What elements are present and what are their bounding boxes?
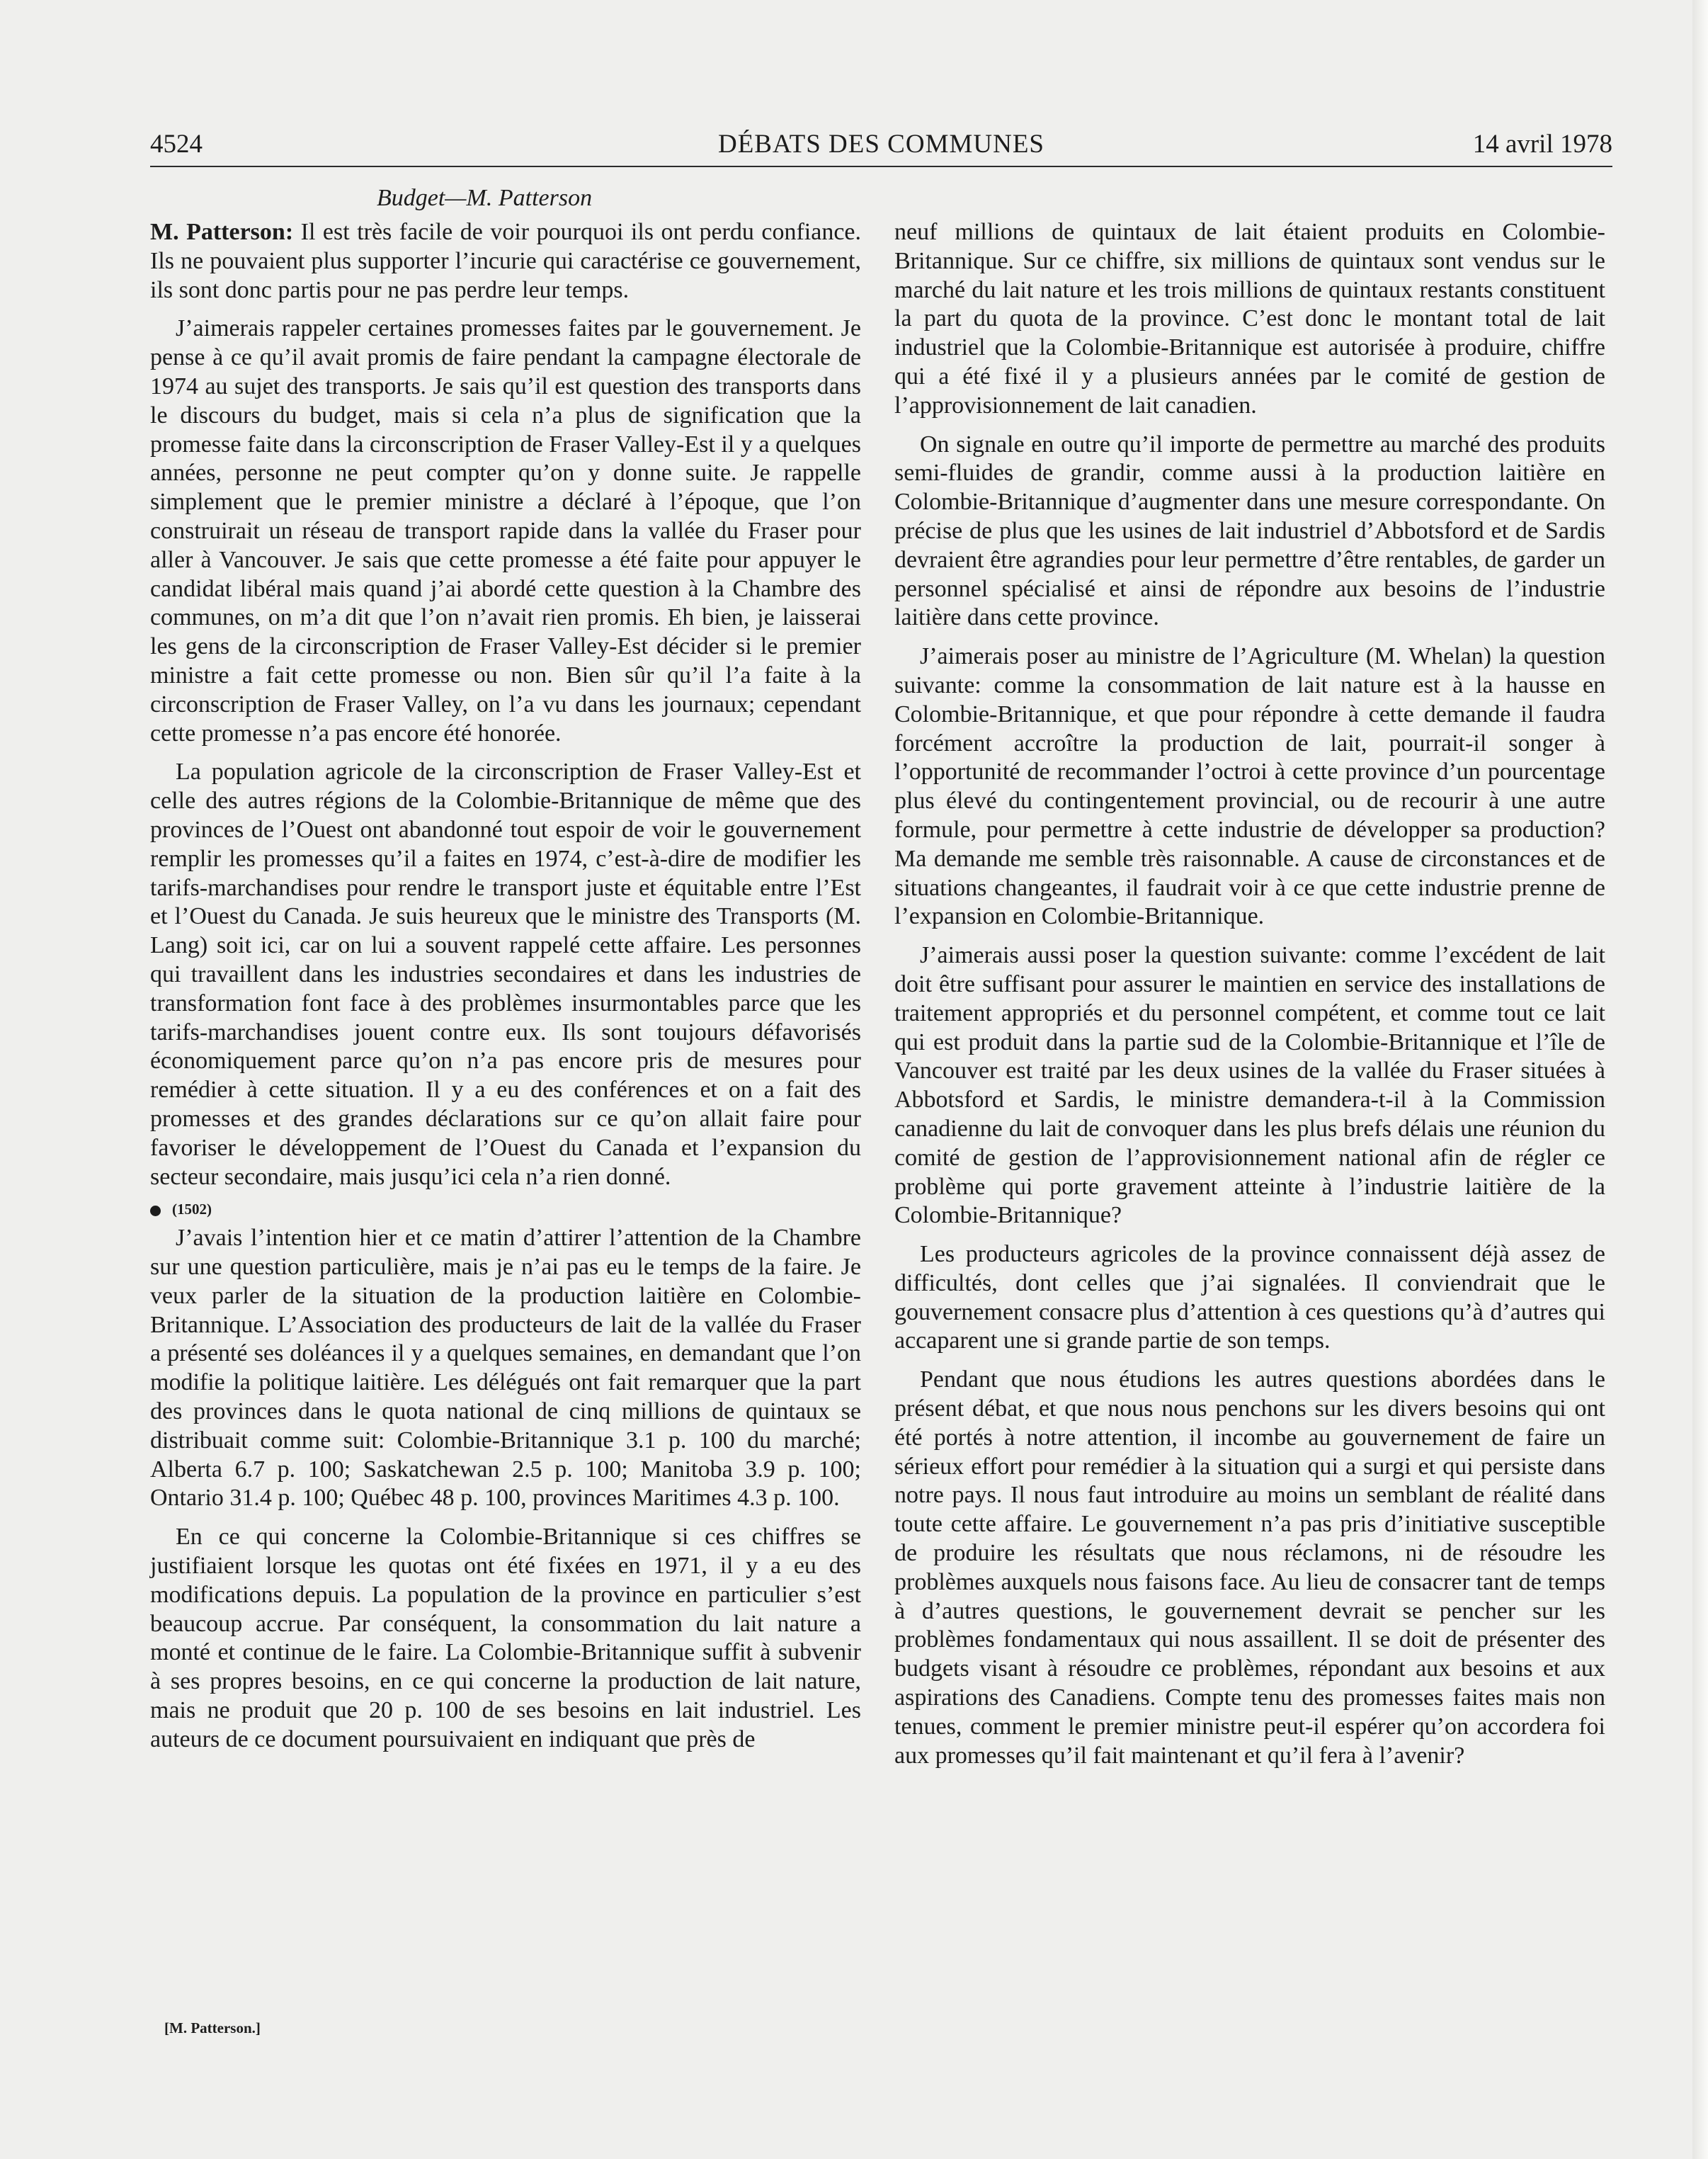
paragraph: J’avais l’intention hier et ce matin d’attirer l’attention de la Chambre sur une question particulière, mais je n’ai pas eu le temps de la faire. Je veux parler de la situation de la production laitière en Colombie-Britannique. L’Association des producteurs de lait de la vallée du Fraser a présenté ses doléances il y a quelques semaines, en demandant que l’on modifie la politique laitière. Les délégués ont fait remarquer que la part des provinces dans le quota national de cinq millions de quintaux se distribuait comme suit: Colombie-Britannique 3.1 p. 100 du marché; Alberta 6.7 p. 100; Saskatchewan 2.5 p. 100; Manitoba 3.9 p. 100; Ontario 31.4 p. 100; Québec 48 p. 100, provinces Maritimes 4.3 p. 100. <box>150 1225 861 1512</box>
paragraph: J’aimerais aussi poser la question suivante: comme l’excédent de lait doit être suffisant pour assurer le maintien en service des installations de traitement appropriés et du personnel compétent, et comme tout ce lait qui est produit dans la partie sud de la Colombie-Britannique et l’île de Vancouver est traité par les deux usines de la vallée du Fraser situées à Abbotsford et Sardis, le ministre demandera-t-il à la Commission canadienne du lait de convoquer dans les plus brefs délais une réunion du comité de gestion de l’approvisionnement national afin de régler ce problème qui porte gravement atteinte à l’industrie laitière de la Colombie-Britannique? <box>894 942 1605 1229</box>
right-column <box>894 218 1605 1770</box>
running-head: Budget—M. Patterson <box>377 185 593 211</box>
header-rule <box>150 166 1612 167</box>
left-column <box>150 218 861 1755</box>
paragraph-text: Il est très facile de voir pourquoi ils ont perdu confiance. Ils ne pouvaient plus supporter l’incurie qui caractérise ce gouvernement, ils sont donc partis pour ne pas perdre leur temps. <box>150 219 862 303</box>
paragraph <box>150 218 861 305</box>
paragraph: La population agricole de la circonscription de Fraser Valley-Est et celle des autres régions de la Colombie-Britannique de même que des provinces de l’Ouest ont abandonné tout espoir de voir le gouvernement remplir les promesses qu’il a faites en 1974, c’est-à-dire de modifier les tarifs-marchandises pour rendre le transport juste et équitable entre l’Est et l’Ouest du Canada. Je suis heureux que le ministre des Transports (M. Lang) soit ici, car on lui a souvent rappelé cette affaire. Les personnes qui travaillent dans les industries secondaires et dans les industries de transformation font face à des problèmes insurmontables parce que les tarifs-marchandises jouent contre eux. Ils sont toujours défavorisés économiquement parce qu’on n’a pas encore pris de mesures pour remédier à cette situation. Il y a eu des conférences et on a fait des promesses et des grandes déclarations sur ce qu’on allait faire pour favoriser le développement de l’Ouest du Canada et l’expansion du secteur secondaire, mais jusqu’ici cela n’a rien donné. <box>150 759 861 1190</box>
paragraph: neuf millions de quintaux de lait étaient produits en Colombie-Britannique. Sur ce chiffre, six millions de quintaux sont vendus sur le marché du lait nature et les trois millions de quintaux restants constituent la part du quota de la province. C’est donc le montant total de lait industriel que la Colombie-Britannique est autorisée à produire, chiffre qui a été fixé il y a plusieurs années par le comité de gestion de l’approvisionnement de lait canadien. <box>894 219 1605 419</box>
page-header <box>150 128 1612 163</box>
bullet-icon <box>150 1206 161 1216</box>
page-number: 4524 <box>150 130 203 159</box>
page-date: 14 avril 1978 <box>1472 130 1612 159</box>
time-marker <box>150 1198 861 1220</box>
paragraph: Pendant que nous étudions les autres questions abordées dans le présent débat, et que nous nous penchons sur les divers besoins qui ont été portés à notre attention, il incombe au gouvernement de faire un sérieux effort pour remédier à la situation qui a surgi et qui persiste dans notre pays. Il nous faut introduire au moins un semblant de réalité dans toute cette affaire. Le gouvernement n’a pas pris d’initiative susceptible de produire les résultats que nous réclamons, ni de résoudre les problèmes auxquels nous faisons face. Au lieu de consacrer tant de temps à d’autres questions, le gouvernement devrait se pencher sur les problèmes fondamentaux qui nous assaillent. Il se doit de présenter des budgets visant à résoudre ce problèmes, répondant aux besoins et aux aspirations des Canadiens. Compte tenu des promesses faites mais non tenues, comment le premier ministre peut-il espérer qu’on accordera foi aux promesses qu’il fait maintenant et qu’il fera à l’avenir? <box>894 1366 1605 1769</box>
paragraph: On signale en outre qu’il importe de permettre au marché des produits semi-fluides de grandir, comme aussi à la production laitière en Colombie-Britannique d’augmenter dans une mesure correspondante. On précise de plus que les usines de lait industriel d’Abbotsford et de Sardis devraient être agrandies pour leur permettre d’être rentables, de garder un personnel spécialisé et ainsi de répondre aux besoins de l’industrie laitière dans cette province. <box>894 431 1605 631</box>
paragraph: J’aimerais rappeler certaines promesses faites par le gouvernement. Je pense à ce qu’il avait promis de faire pendant la campagne électorale de 1974 au sujet des transports. Je sais qu’il est question des transports dans le discours du budget, mais si cela n’a plus de signification que la promesse faite dans la circonscription de Fraser Valley-Est il y a quelques années, personne ne peut compter qu’on y donne suite. Je rappelle simplement que le premier ministre a déclaré à l’époque, que l’on construirait un réseau de transport rapide dans la vallée du Fraser pour aller à Vancouver. Je sais que cette promesse a été faite pour appuyer le candidat libéral mais quand j’ai abordé cette question à la Chambre des communes, on m’a dit que l’on n’avait rien promis. Eh bien, je laisserai les gens de la circonscription de Fraser Valley-Est décider si le premier ministre a fait cette promesse ou non. Bien sûr qu’il l’a faite à la circonscription de Fraser Valley, on l’a vu dans les journaux; cependant cette promesse n’a pas encore été honorée. <box>150 315 861 747</box>
paragraph: J’aimerais poser au ministre de l’Agriculture (M. Whelan) la question suivante: comme la consommation de lait nature est à la hausse en Colombie-Britannique, et que pour répondre à cette demande il faudra forcément accroître la production de lait, pourrait-il songer à l’opportunité de recommander l’octroi à cette province d’un pourcentage plus élevé du contingentement provincial, ou de recourir à une autre formule, pour permettre à cette industrie de développer sa production? Ma demande me semble très raisonnable. A cause de circonstances et de situations changeantes, il faudrait voir à ce que cette industrie prenne de l’expansion en Colombie-Britannique. <box>894 643 1605 930</box>
speaker-attribution: [M. Patterson.] <box>164 2019 261 2036</box>
time-marker-label: (1502) <box>172 1201 212 1218</box>
page-edge <box>1692 0 1708 2159</box>
paragraph: En ce qui concerne la Colombie-Britannique si ces chiffres se justifiaient lorsque les quotas ont été fixées en 1971, il y a eu des modifications depuis. La population de la province en particulier s’est beaucoup accrue. Par conséquent, la consommation du lait nature a monté et continue de le faire. La Colombie-Britannique suffit à subvenir à ses propres besoins, en ce qui concerne la production de lait nature, mais ne produit que 20 p. 100 de ses besoins en lait industriel. Les auteurs de ce document poursuivaient en indiquant que près de <box>150 1524 861 1752</box>
publication-title: DÉBATS DES COMMUNES <box>717 130 1044 159</box>
paragraph: Les producteurs agricoles de la province connaissent déjà assez de difficultés, dont celles que j’ai signalées. Il conviendrait que le gouvernement consacre plus d’attention à ces questions qu’à d’autres qui accaparent une si grande partie de son temps. <box>894 1241 1605 1354</box>
speaker-name: M. Patterson: <box>150 219 294 245</box>
